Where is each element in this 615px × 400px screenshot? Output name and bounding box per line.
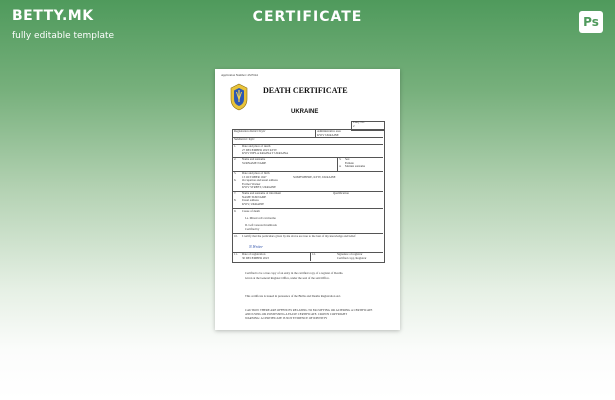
informant-label: Name and surname of informant — [242, 191, 281, 195]
date-registration-value: 30 DECEMBER 2023 — [242, 255, 269, 260]
footer-note-3: This certificate is issued in pursuance of the Births and Deaths Registration Act. — [245, 294, 342, 298]
registrar-value: Certified copy, Registrar — [337, 255, 367, 260]
occupation-label: Occupation and usual address — [242, 178, 278, 183]
informant-value: NAME SURNAME — [242, 194, 267, 199]
footer-note-4: CAUTION: THERE ARE OFFENCES RELATING TO FALSIFYING OR ALTERING A CERTIFICATE — [245, 308, 373, 312]
entry-no-label: Entry No. — [353, 120, 365, 124]
informant-qualification: Qualification — [333, 191, 349, 195]
sex-value: Female — [345, 160, 354, 165]
usual-address-value: KYIV STREET, UKRAINE — [242, 185, 276, 190]
date-place-death-label: Date and place of death — [242, 144, 271, 148]
registrar-signature-label: Signature of registrar — [337, 252, 363, 256]
place-birth-value: SOMEWHERE, KYIV, UKRAINE — [293, 174, 336, 179]
registration-district: Registration district: Kyiv — [234, 129, 266, 133]
administrative-area-value: KYIV UKRAINE — [317, 132, 339, 137]
footer-note-2: Given at the General Register Office, under the seal of the said Office. — [245, 276, 330, 280]
usual-address-info: KYIV, UKRAINE — [242, 201, 265, 206]
administrative-area: Administrative area — [317, 129, 341, 133]
occupation-value: Former Worker — [242, 181, 261, 186]
certificate-preview: Application Number: 4325544 DEATH CERTIFICATE UKRAINE Entry No. 2 Registration district: Kyiv Administrative area KYIV UKRAINE Subdistrict: Kyiv 1. Date and place of death 27 DECEMBER 2023 KYIV KYIV INFLA KRAINA T UKRAINA 2. Name and surname SURNAME NAME 3. Sex Female 4. Maiden surname 5. Date and place of birth 13 OCTOBER 1947 SOMEWHERE, KYIV, UKRAINE 6. Occupation and usual address Former Worker KYIV STREET, UKRAINE 7. Name and surname of informant Qualification NAME SURNAME 8. Usual address KYIV, UKRAINE 9. Cause of death I.a. Mixed cell carcinoma II. Left venous thrombosis Certified by 10. I certify that the particulars given by me above are true to the best of my knowledge and belief N.Writer 11. Date of registration 30 DECEMBER 2023 12. Signature of registrar Certified copy, Registrar Certified to be a true copy of an entry in the certified copy of a register of Deaths. Given at the General Register Office, under the seal of the said Office. This certificate is issued in pursuance of the Births and Deaths Registration Act. CAUTION: THERE ARE OFFENCES RELATING TO FALSIFYING OR ALTERING A CERTIFICATE AND USING OR POSSESSING A FALSE CERTIFICATE. CROWN COPYRIGHT WARNING: A CERTIFICATE IS NOT EVIDENCE OF IDENTITY — [215, 69, 400, 330]
cause-of-death-b: II. Left venous thrombosis — [245, 223, 277, 227]
certify-text: I certify that the particulars given by me above are true to the best of my knowledge and belief — [242, 234, 356, 238]
footer-note-5: AND USING OR POSSESSING A FALSE CERTIFICATE. CROWN COPYRIGHT — [245, 312, 348, 316]
entry-no-value: 2 — [353, 123, 355, 128]
footer-note-1: Certified to be a true copy of an entry in the certified copy of a register of Deaths. — [245, 271, 344, 275]
brand-tagline: fully editable template — [12, 31, 115, 41]
date-birth-value: 13 OCTOBER 1947 — [242, 174, 267, 179]
maiden-surname-label: Maiden surname — [345, 164, 366, 169]
usual-address-label: Usual address — [242, 198, 259, 203]
informant-signature: N.Writer — [249, 244, 263, 249]
date-registration-label: Date of registration — [242, 252, 266, 256]
page-title: CERTIFICATE — [252, 9, 363, 25]
cause-of-death-label: Cause of death — [242, 209, 260, 213]
photoshop-icon: Ps — [579, 11, 603, 33]
subdistrict: Subdistrict: Kyiv — [234, 137, 255, 141]
certificate-country: UKRAINE — [291, 109, 319, 115]
certificate-title: DEATH CERTIFICATE — [263, 86, 348, 95]
name-surname-label: Name and surname — [242, 157, 266, 161]
date-place-birth-label: Date and place of birth — [242, 171, 270, 175]
footer-note-6: WARNING: A CERTIFICATE IS NOT EVIDENCE OF IDENTITY — [245, 316, 328, 320]
sex-label: Sex — [345, 157, 350, 161]
brand-logo: BETTY.MK — [12, 8, 94, 24]
coat-of-arms-icon — [228, 82, 250, 112]
name-surname-value: SURNAME NAME — [242, 160, 267, 165]
date-place-death-value: 27 DECEMBER 2023 KYIV — [242, 147, 278, 152]
cause-of-death-a: I.a. Mixed cell carcinoma — [245, 216, 276, 220]
application-number: Application Number: 4325544 — [221, 73, 258, 77]
certified-by: Certified by — [245, 226, 260, 231]
death-address-value: KYIV INFLA KRAINA T UKRAINA — [242, 151, 289, 156]
